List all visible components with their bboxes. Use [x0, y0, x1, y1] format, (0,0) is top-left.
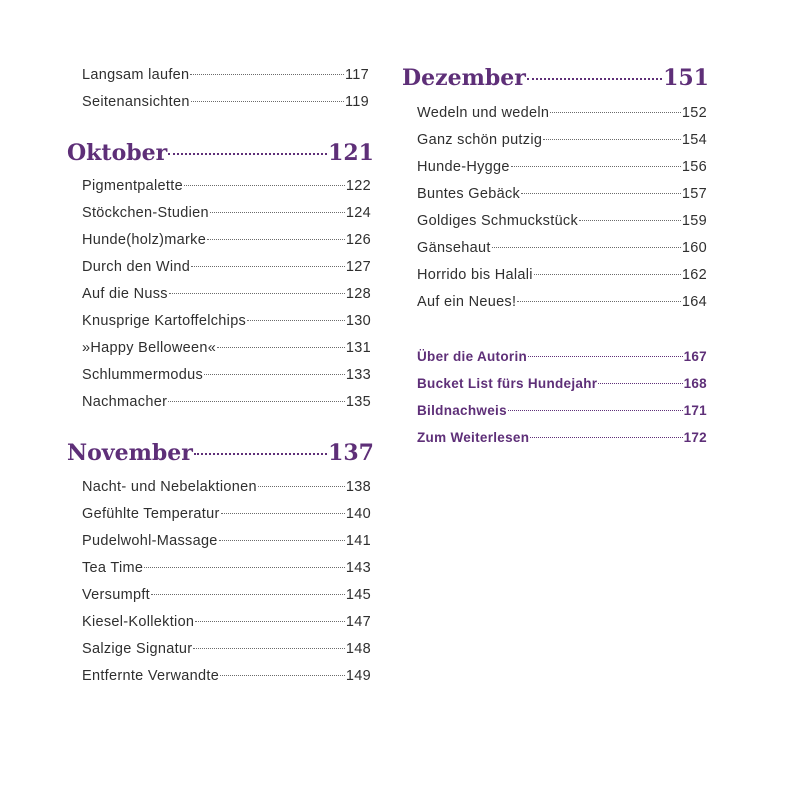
toc-leader [221, 513, 345, 514]
appendix-entry-page: 171 [683, 403, 707, 418]
toc-leader [190, 74, 344, 75]
toc-entry [82, 666, 371, 686]
toc-entry-label: Kiesel-Kollektion [82, 614, 195, 630]
toc-leader [168, 401, 345, 402]
toc-entry-label: Versumpft [82, 587, 150, 603]
toc-entry [82, 203, 371, 223]
toc-leader [219, 540, 345, 541]
toc-leader [492, 247, 681, 248]
toc-entry-page: 141 [345, 533, 371, 549]
toc-leader [195, 621, 345, 622]
toc-entry-page: 128 [345, 286, 371, 302]
toc-leader [217, 347, 345, 348]
toc-entry-label: Gefühlte Temperatur [82, 506, 220, 522]
section-heading-label: Dezember [402, 65, 526, 91]
section-heading-page: 151 [663, 65, 709, 91]
toc-entry-label: Langsam laufen [82, 67, 190, 83]
toc-entry-label: Horrido bis Halali [417, 267, 533, 283]
toc-entry-label: »Happy Belloween« [82, 340, 217, 356]
toc-entry-page: 143 [345, 560, 371, 576]
toc-entry-page: 145 [345, 587, 371, 603]
toc-entry-page: 156 [681, 159, 707, 175]
toc-leader [191, 266, 345, 267]
toc-entry [417, 265, 707, 285]
toc-entry-page: 140 [345, 506, 371, 522]
appendix-entry-page: 168 [683, 376, 707, 391]
toc-leader [169, 293, 345, 294]
toc-entry-page: 127 [345, 259, 371, 275]
toc-entry-label: Goldiges Schmuckstück [417, 213, 579, 229]
toc-leader [530, 437, 682, 438]
toc-entry-page: 159 [681, 213, 707, 229]
toc-entry-page: 130 [345, 313, 371, 329]
toc-leader [598, 383, 682, 384]
toc-entry-label: Durch den Wind [82, 259, 191, 275]
toc-entry [82, 639, 371, 659]
toc-entry-label: Seitenansichten [82, 94, 190, 110]
toc-leader [258, 486, 345, 487]
toc-entry-label: Hunde(holz)marke [82, 232, 207, 248]
toc-entry-label: Auf ein Neues! [417, 294, 517, 310]
toc-entry-label: Gänsehaut [417, 240, 491, 256]
toc-entry [417, 130, 707, 150]
toc-entry [417, 238, 707, 258]
toc-entry-page: 126 [345, 232, 371, 248]
toc-entry-page: 131 [345, 340, 371, 356]
appendix-entry [417, 347, 707, 367]
toc-entry [82, 585, 371, 605]
toc-entry-page: 154 [681, 132, 707, 148]
toc-entry [82, 392, 371, 412]
toc-entry-label: Ganz schön putzig [417, 132, 543, 148]
toc-entry [82, 612, 371, 632]
toc-leader [508, 410, 683, 411]
toc-entry-page: 148 [345, 641, 371, 657]
appendix-entry-label: Über die Autorin [417, 349, 528, 364]
toc-entry-page: 147 [345, 614, 371, 630]
toc-entry-label: Hunde-Hygge [417, 159, 510, 175]
toc-entry-page: 152 [681, 105, 707, 121]
appendix-entry [417, 428, 707, 448]
toc-entry [82, 230, 371, 250]
toc-entry-page: 157 [681, 186, 707, 202]
toc-leader [550, 112, 681, 113]
toc-entry [417, 292, 707, 312]
toc-entry-page: 124 [345, 205, 371, 221]
section-heading-label: November [67, 440, 193, 466]
toc-entry [417, 184, 707, 204]
toc-entry [417, 157, 707, 177]
appendix-entry-label: Bucket List fürs Hundejahr [417, 376, 598, 391]
toc-entry [82, 531, 371, 551]
section-heading-label: Oktober [67, 140, 168, 166]
toc-entry-label: Pigmentpalette [82, 178, 183, 194]
toc-leader [204, 374, 345, 375]
toc-leader [579, 220, 681, 221]
toc-entry [82, 365, 371, 385]
toc-leader [194, 453, 327, 455]
toc-entry-page: 122 [345, 178, 371, 194]
appendix-entry [417, 401, 707, 421]
appendix-entry-label: Zum Weiterlesen [417, 430, 530, 445]
appendix-entry [417, 374, 707, 394]
toc-entry [82, 65, 369, 85]
toc-entry [82, 311, 371, 331]
toc-leader [184, 185, 345, 186]
toc-leader [191, 101, 344, 102]
toc-entry-label: Pudelwohl-Massage [82, 533, 218, 549]
toc-leader [521, 193, 681, 194]
section-heading-dezember [402, 63, 709, 93]
appendix-entry-page: 167 [683, 349, 707, 364]
toc-entry-label: Tea Time [82, 560, 144, 576]
toc-entry-page: 160 [681, 240, 707, 256]
section-heading-november [67, 438, 374, 468]
toc-entry-label: Wedeln und wedeln [417, 105, 550, 121]
toc-entry [82, 284, 371, 304]
toc-entry [82, 338, 371, 358]
toc-leader [151, 594, 345, 595]
toc-leader [511, 166, 681, 167]
toc-entry-page: 162 [681, 267, 707, 283]
toc-entry [82, 504, 371, 524]
toc-entry-label: Entfernte Verwandte [82, 668, 220, 684]
toc-entry-page: 138 [345, 479, 371, 495]
toc-leader [247, 320, 345, 321]
appendix-entry-page: 172 [683, 430, 707, 445]
toc-leader [210, 212, 345, 213]
toc-leader [207, 239, 345, 240]
toc-leader [168, 153, 327, 155]
toc-entry [417, 211, 707, 231]
toc-leader [144, 567, 345, 568]
toc-entry-page: 164 [681, 294, 707, 310]
toc-entry-label: Auf die Nuss [82, 286, 168, 302]
toc-entry-label: Schlummermodus [82, 367, 204, 383]
toc-entry-label: Buntes Gebäck [417, 186, 521, 202]
toc-entry-page: 149 [345, 668, 371, 684]
toc-entry [82, 558, 371, 578]
toc-leader [528, 356, 683, 357]
toc-leader [220, 675, 345, 676]
toc-entry-label: Stöckchen-Studien [82, 205, 209, 221]
section-heading-page: 137 [328, 440, 374, 466]
toc-entry-label: Nachmacher [82, 394, 168, 410]
toc-leader [534, 274, 681, 275]
toc-leader [193, 648, 345, 649]
toc-entry-page: 135 [345, 394, 371, 410]
toc-leader [527, 78, 662, 80]
toc-entry-page: 133 [345, 367, 371, 383]
toc-entry [82, 176, 371, 196]
appendix-entry-label: Bildnachweis [417, 403, 507, 418]
toc-entry-page: 119 [344, 94, 369, 110]
toc-entry-page: 117 [344, 67, 369, 83]
toc-leader [517, 301, 681, 302]
toc-entry-label: Nacht- und Nebelaktionen [82, 479, 257, 495]
section-heading-page: 121 [328, 140, 374, 166]
toc-entry [82, 257, 371, 277]
section-heading-oktober [67, 138, 374, 168]
toc-entry [417, 103, 707, 123]
toc-entry-label: Salzige Signatur [82, 641, 193, 657]
toc-entry-label: Knusprige Kartoffelchips [82, 313, 247, 329]
toc-entry [82, 92, 369, 112]
toc-entry [82, 477, 371, 497]
toc-leader [543, 139, 681, 140]
